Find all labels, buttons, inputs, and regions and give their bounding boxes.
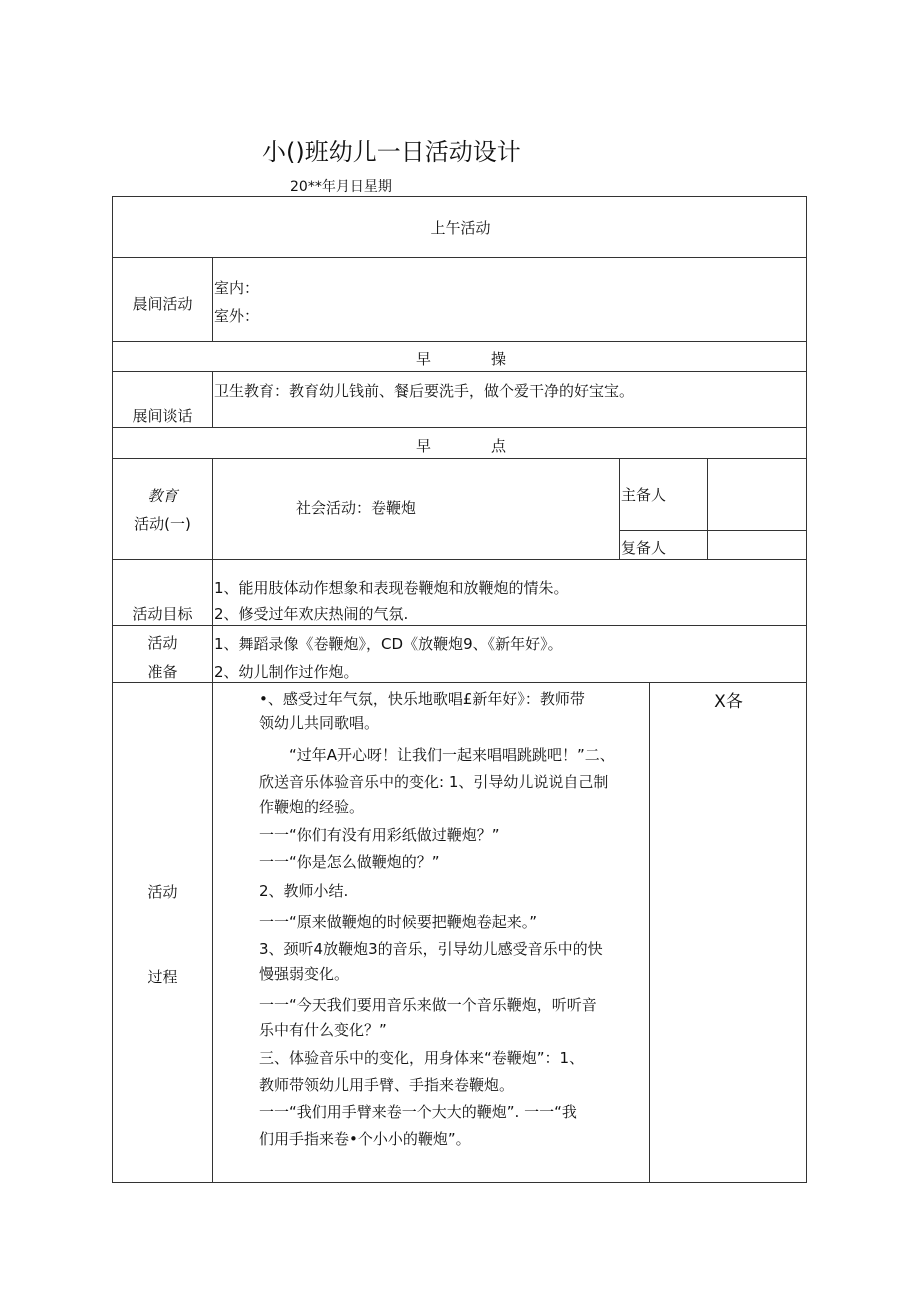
process-line: 一一“今天我们要用音乐来做一个音乐鞭炮，听听音 bbox=[259, 996, 597, 1014]
morning-talk-text: 卫生教育：教育幼儿钱前、餐后要洗手，做个爱干净的好宝宝。 bbox=[214, 382, 635, 400]
process-line: 三、体验音乐中的变化，用身体来“卷鞭炮”：1、 bbox=[259, 1049, 585, 1067]
process-line: 一一“原来做鞭炮的时候要把鞭炮卷起来。” bbox=[259, 913, 538, 931]
process-label-line2: 过程 bbox=[147, 968, 178, 986]
process-line: 2、教师小结. bbox=[259, 882, 349, 900]
morning-snack-char1: 早 bbox=[416, 437, 432, 455]
process-line: 一一“我们用手臂来卷一个大大的鞭炮”. 一一“我 bbox=[259, 1103, 577, 1121]
process-line: 领幼儿共同歌唱。 bbox=[259, 714, 380, 732]
preparation-label-line2: 准备 bbox=[147, 663, 178, 681]
process-line: 一一“你们有没有用彩纸做过鞭炮？” bbox=[259, 826, 500, 844]
process-line: “过年A开心呀！让我们一起来唱唱跳跳吧！”二、 bbox=[289, 746, 615, 764]
education-label-line2: 活动(一) bbox=[134, 515, 191, 533]
preparation-item: 1、舞蹈录像《卷鞭炮》，CD《放鞭炮9、《新年好》。 bbox=[214, 635, 563, 653]
process-line: 3、颈听4放鞭炮3的音乐，引导幼儿感受音乐中的快 bbox=[259, 940, 603, 958]
process-body bbox=[259, 689, 647, 1150]
preparation-item: 2、幼儿制作过作炮。 bbox=[214, 663, 359, 681]
process-line: 教师带领幼儿用手臂、手指来卷鞭炮。 bbox=[259, 1076, 515, 1094]
process-line: •、感受过年气氛，快乐地歌唱£新年好》：教师带 bbox=[259, 690, 585, 708]
education-activity: 社会活动：卷鞭炮 bbox=[296, 499, 417, 517]
morning-snack-char2: 点 bbox=[491, 437, 507, 455]
process-line: 慢强弱变化。 bbox=[259, 965, 350, 983]
main-preparer-label: 主备人 bbox=[621, 486, 667, 504]
morning-exercise-char1: 早 bbox=[416, 350, 432, 368]
goals-label: 活动目标 bbox=[132, 605, 193, 623]
process-line: 作鞭炮的经验。 bbox=[259, 798, 365, 816]
indoor-label: 室内： bbox=[214, 279, 260, 297]
process-line: 乐中有什么变化？” bbox=[259, 1021, 387, 1039]
goal-item: 1、能用肢体动作想象和表现卷鞭炮和放鞭炮的情朱。 bbox=[214, 579, 569, 597]
morning-play-label: 晨间活动 bbox=[132, 295, 193, 313]
date-line: 20**年月日星期 bbox=[290, 179, 392, 195]
goal-item: 2、修受过年欢庆热闹的气氛. bbox=[214, 605, 409, 623]
morning-talk-label: 展间谈话 bbox=[132, 407, 193, 425]
co-preparer-label: 复备人 bbox=[621, 539, 667, 557]
morning-activities-header: 上午活动 bbox=[430, 219, 491, 237]
outdoor-label: 室外： bbox=[214, 307, 260, 325]
preparation-label-line1: 活动 bbox=[147, 634, 178, 652]
process-line: 一一“你是怎么做鞭炮的？” bbox=[259, 853, 440, 871]
process-line: 欣送音乐体验音乐中的变化: 1、引导幼儿说说自己制 bbox=[259, 773, 609, 791]
process-line: 们用手指来卷•个小小的鞭炮”。 bbox=[259, 1130, 471, 1148]
activity-table bbox=[112, 196, 807, 1183]
morning-exercise-char2: 操 bbox=[491, 350, 507, 368]
education-label-line1: 教育 bbox=[147, 487, 178, 505]
process-label-line1: 活动 bbox=[147, 883, 178, 901]
process-side-note: X各 bbox=[714, 692, 743, 712]
page-title: 小()班幼儿一日活动设计 bbox=[262, 138, 521, 166]
